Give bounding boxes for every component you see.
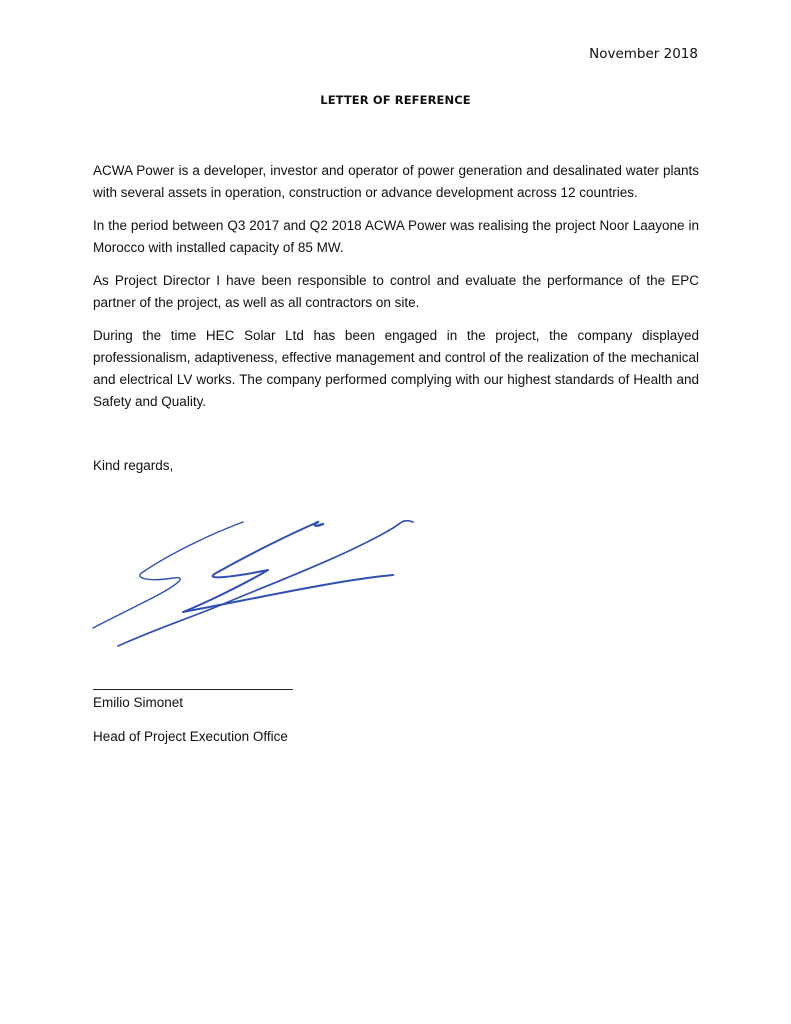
paragraph-performance: During the time HEC Solar Ltd has been engaged in the project, the company displayed professionalism, adaptiveness, effective management and control of the realization of the mechanical and electrical LV works. The company performed complying with our highest standards of Health and Safety and Quality. (93, 328, 699, 409)
signer-title: Head of Project Execution Office (93, 729, 288, 744)
closing-salutation: Kind regards, (93, 458, 174, 473)
handwritten-signature (88, 510, 428, 660)
signature-stroke (315, 522, 323, 526)
signature-line (93, 689, 293, 690)
signature-stroke (118, 521, 413, 646)
paragraph-company-intro: ACWA Power is a developer, investor and operator of power generation and desalinated water plants with several assets in operation, construction or advance development across 12 countries. (93, 163, 699, 200)
paragraph-director-role: As Project Director I have been responsible to control and evaluate the performance of the EPC partner of the project, as well as all contractors on site. (93, 273, 699, 310)
letter-title: LETTER OF REFERENCE (320, 93, 471, 107)
paragraph-project-period: In the period between Q3 2017 and Q2 2018 ACWA Power was realising the project Noor Laayone in Morocco with installed capacity of 85 MW. (93, 218, 699, 255)
signer-name: Emilio Simonet (93, 695, 184, 710)
signature-stroke (93, 522, 243, 628)
letter-body (93, 160, 699, 424)
signature-stroke (183, 522, 393, 612)
letter-date: November 2018 (589, 46, 698, 62)
